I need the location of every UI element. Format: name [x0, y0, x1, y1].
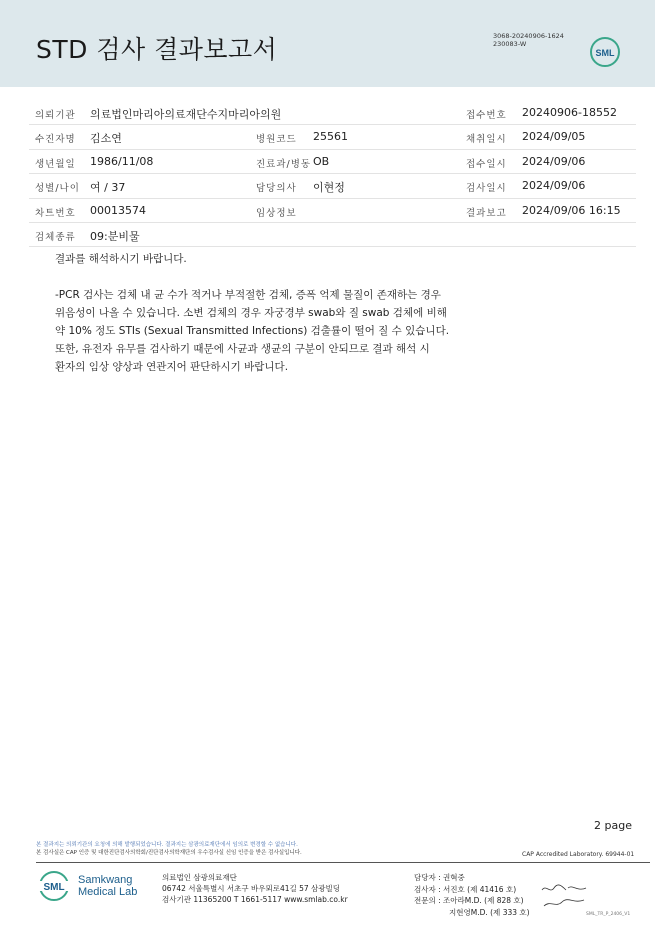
signers [414, 872, 530, 918]
org-address: 06742 서울특별시 서초구 바우뫼로41길 57 삼광빌딩 [162, 884, 341, 893]
info-value: 이현정 [313, 181, 345, 195]
brand-name [78, 874, 137, 898]
info-value: 여 / 37 [90, 181, 126, 195]
info-value: 2024/09/05 [522, 130, 586, 144]
info-label: 의뢰기관 [35, 110, 76, 121]
info-label: 검사일시 [466, 183, 507, 195]
result-comment [55, 250, 449, 376]
comment-line: 약 10% 정도 STIs (Sexual Transmitted Infections) 검출률이 떨어 질 수 있습니다. [55, 325, 450, 337]
info-row [29, 174, 636, 198]
info-value: 2024/09/06 16:15 [522, 203, 621, 217]
header-logo-text: SML [595, 48, 615, 58]
info-value: OB [313, 154, 330, 168]
info-row [29, 223, 636, 247]
info-row [29, 150, 636, 174]
patient-info-table [29, 101, 636, 247]
info-value: 김소연 [90, 132, 122, 146]
info-value: 의료법인마리아의료재단수지마리아의원 [90, 108, 282, 121]
cap-accreditation: CAP Accredited Laboratory. 69944-01 [522, 851, 635, 858]
comment-line: -PCR 검사는 검체 내 균 수가 적거나 부적절한 검체, 증폭 억제 물질이 존재하는 경우 [55, 289, 441, 301]
comment-line: 환자의 임상 양상과 연관지어 판단하시기 바랍니다. [55, 361, 289, 373]
footer-divider [36, 862, 650, 863]
org-contact: 검사기관 11365200 T 1661-5117 www.smlab.co.kr [162, 895, 348, 904]
signer-tester: 검사자 : 서진호 (제 41416 호) [414, 884, 517, 894]
info-value: 2024/09/06 [522, 154, 586, 168]
info-label: 결과보고 [466, 207, 507, 219]
comment-line: 또한, 유전자 유무를 검사하기 때문에 사균과 생균의 구분이 안되므로 결과 해석 시 [55, 343, 430, 355]
info-row [29, 199, 636, 223]
comment-intro: 결과를 해석하시기 바랍니다. [55, 253, 187, 265]
doc-number-1: 3068-20240906-1624 [493, 32, 564, 40]
info-value: 20240906-18552 [522, 106, 617, 119]
info-label: 병원코드 [256, 134, 297, 146]
info-label: 생년월일 [35, 158, 76, 170]
comment-line: 위음성이 나올 수 있습니다. 소변 검체의 경우 자궁경부 swab와 질 swab 검체에 비해 [55, 307, 447, 319]
info-row [29, 101, 636, 125]
spacer [55, 268, 449, 286]
document-numbers [493, 32, 564, 48]
info-label: 담당의사 [256, 183, 297, 195]
footer-logo-text: SML [43, 882, 65, 893]
info-label: 채취일시 [466, 134, 507, 146]
info-value: 1986/11/08 [90, 154, 154, 168]
info-value: 25561 [313, 130, 348, 144]
page-number: 2 page [594, 819, 632, 832]
footer-note-1: 본 결과지는 의뢰기관의 요청에 의해 발행되었습니다. 결과지는 삼광의료재단에서 임의로 변경할 수 없습니다. [36, 842, 298, 848]
info-value: 00013574 [90, 203, 146, 217]
footer-note-2: 본 검사실은 CAP 인증 및 대한진단검사의학회/진단검사의학재단의 우수검사실 신임 인증을 받은 검사실입니다. [36, 849, 302, 856]
info-value: 2024/09/06 [522, 179, 586, 193]
sml-logo-icon [589, 36, 621, 68]
report-header [0, 0, 655, 87]
sml-logo-icon [36, 870, 72, 902]
organization-info [162, 872, 348, 905]
org-name: 의료법인 삼광의료재단 [162, 873, 237, 882]
signer-manager: 담당자 : 권혁중 [414, 873, 465, 882]
brand-line-1: Samkwang [78, 874, 133, 886]
info-label: 수진자명 [35, 134, 76, 146]
form-code: SML_TR_P_2406_V1 [586, 912, 631, 917]
doc-number-2: 230083-W [493, 40, 527, 48]
signer-specialist: 전문의 : 조아라M.D. (제 828 호) [414, 896, 524, 905]
info-row [29, 125, 636, 149]
signer-specialist-2: 지현영M.D. (제 333 호) [449, 907, 530, 917]
info-value: 09:분비물 [90, 229, 140, 243]
info-label: 성별/나이 [35, 183, 80, 195]
signature-mark [540, 880, 588, 912]
info-label: 차트번호 [35, 207, 76, 219]
info-label: 접수일시 [466, 158, 507, 170]
info-label: 임상정보 [256, 207, 297, 219]
info-label: 검체종류 [35, 231, 76, 243]
report-title: STD 검사 결과보고서 [36, 35, 278, 64]
brand-line-2: Medical Lab [78, 886, 138, 898]
info-label: 진료과/병동 [256, 158, 312, 170]
info-label: 접수번호 [466, 110, 507, 121]
